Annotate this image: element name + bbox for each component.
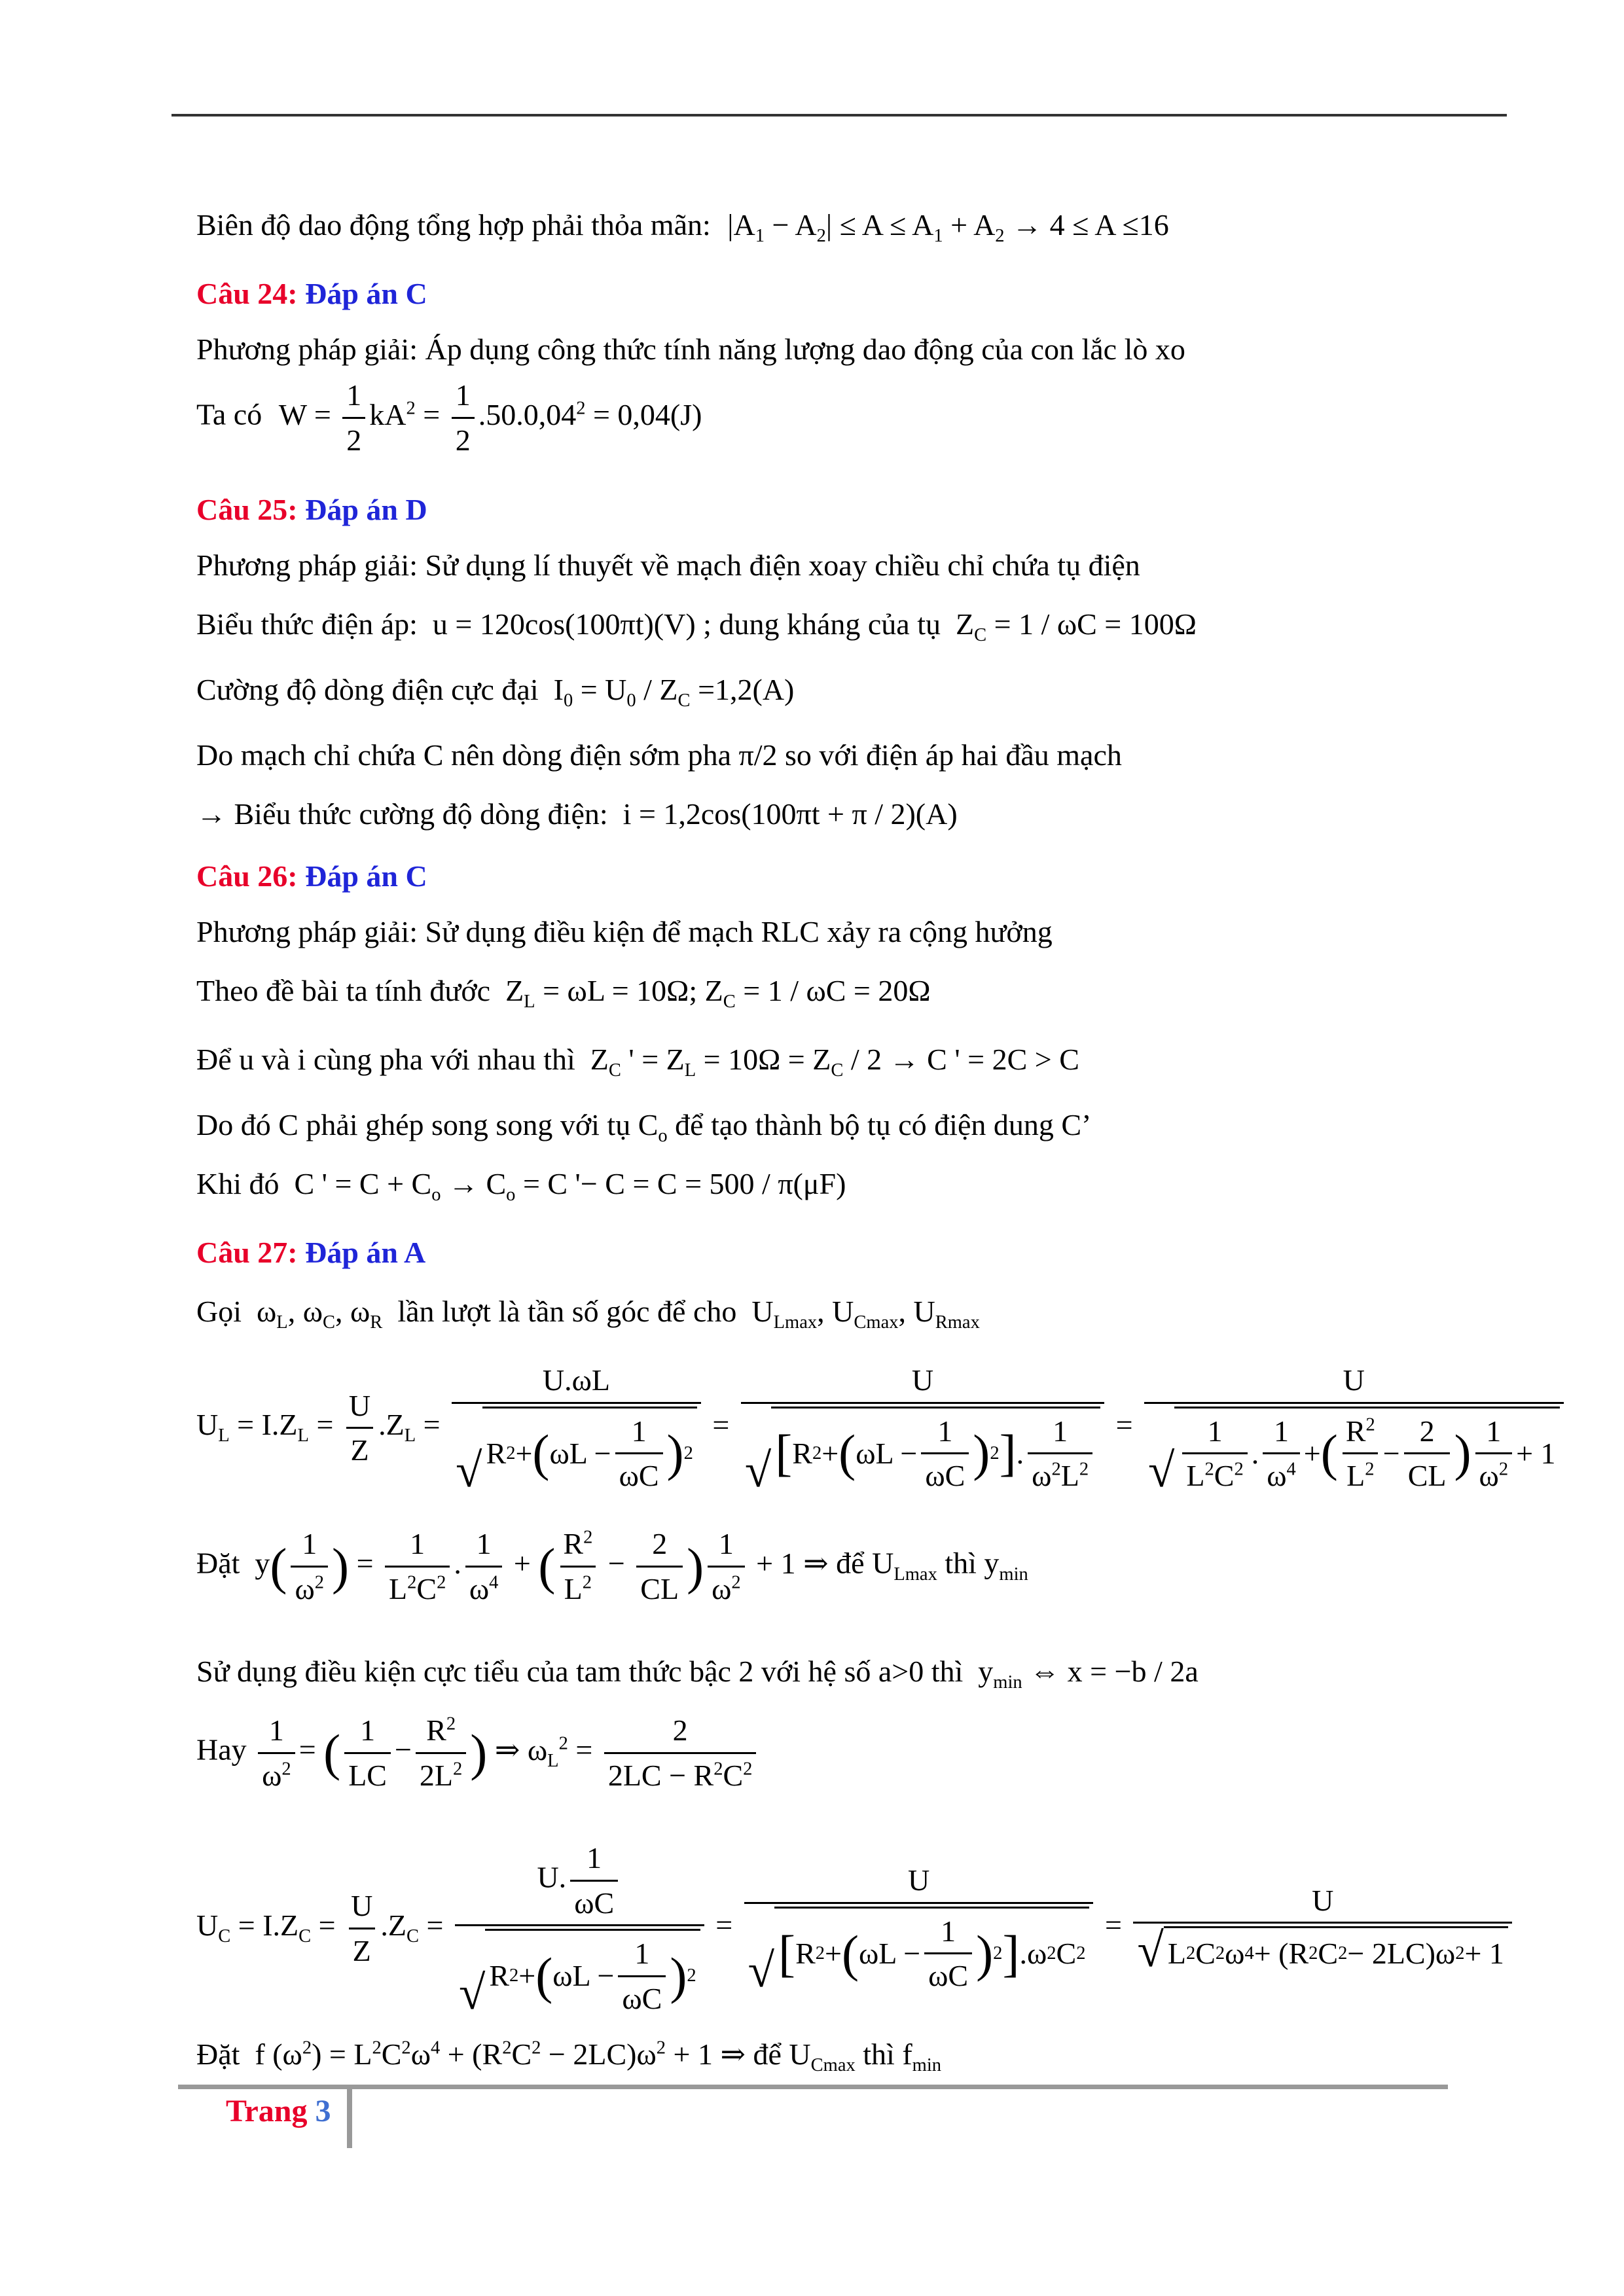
formula-amplitude-range: $|A_1 - A_2| \le A \le A_1 + A_2 \to 4 \le A \le 16$: [727, 208, 1169, 247]
q26-resonance: Để u và i cùng pha với nhau thì $Z_C$ ' = $Z_L = 10\Omega = Z_C / 2 \to C$ ' = 2C > C: [196, 1043, 1079, 1081]
q27-min-condition: Sử dụng điều kiện cực tiểu của tam thức bậc 2 với hệ số a>0 thì $y_{min}$ ⇔ x = −b / 2a: [196, 1655, 1199, 1693]
line-amplitude-condition: Biên độ dao động tổng hợp phải thỏa mãn: $|A_1 - A_2| \le A \le A_1 + A_2 \to 4 \le A \le 16$: [196, 208, 1169, 247]
footer-rule: [178, 2085, 1448, 2089]
q26-result: Khi đó C ' = $C + C_o \to C_o = C$ '− C = C = 500 / π(μF): [196, 1167, 846, 1206]
q26-method: Phương pháp giải: Sử dụng điều kiện để mạch RLC xảy ra cộng hưởng: [196, 915, 1053, 948]
header-rule: [171, 114, 1507, 117]
footer-separator: [347, 2088, 352, 2148]
q27-UL-formula: $U_L = I.Z_L$ = $\frac{U}{Z}$ $.Z_L$ = U.ωL √ R 2 + ( ωL − $\frac{1}{\omega C}$ ) 2 = U √ [ R 2 + ( ωL − $\frac{1}{\omega C}$ ) 2 ] . $\frac{1}{\omega^2L^2}$ = U √ $\frac{1}{L^2C^2}$ . $\frac{1}{\omega^4}$ + ( $\frac{R^2}{L^2}$ − $\frac{2}{CL}$ ) $\frac{1}{\omega^2}$ + 1: [196, 1361, 1568, 1495]
q24-calculation: Ta có W = $\frac{1}{2}$ $kA^2$ = $\frac{1}{2}$ $.50.0,04^2 = 0,04(J)$: [196, 376, 702, 459]
q27-omega-L: Hay $\frac{1}{\omega^2}$ = ( $\frac{1}{LC}$ − $\frac{R^2}{2L^2}$ ) ⇒ $\omega_L^2$ = $\frac{2}{2LC - R^2C^2}$: [196, 1712, 760, 1794]
question-27-heading: Câu 27: Đáp án A: [196, 1236, 426, 1269]
q26-parallel: Do đó C phải ghép song song với tụ $C_o$ để tạo thành bộ tụ có điện dung C’: [196, 1108, 1092, 1147]
question-24-heading: Câu 24: Đáp án C: [196, 277, 427, 310]
q25-current-expression: → Biểu thức cường độ dòng điện: i = 1,2cos(100πt + π / 2)(A): [196, 797, 958, 831]
q25-voltage: Biểu thức điện áp: u = 120cos(100πt)(V) ; dung kháng của tụ $Z_C = 1 / \omega C = 100\Omega$: [196, 607, 1197, 646]
q27-define-y: Đặt y( $\frac{1}{\omega^2}$ ) = $\frac{1}{L^2C^2}$ . $\frac{1}{\omega^4}$ + ( $\frac{R^2}{L^2}$ − $\frac{2}{CL}$ ) $\frac{1}{\omega^2}$ + 1 ⇒ để $U_{Lmax}$ thì $y_{min}$: [196, 1525, 1028, 1607]
question-25-heading: Câu 25: Đáp án D: [196, 493, 427, 526]
q24-method: Phương pháp giải: Áp dụng công thức tính năng lượng dao động của con lắc lò xo: [196, 332, 1185, 366]
q25-phase: Do mạch chỉ chứa C nên dòng điện sớm pha π/2 so với điện áp hai đầu mạch: [196, 738, 1122, 772]
q27-define-f: Đặt f $(\omega^2) = L^2C^2\omega^4 + (R^2C^2 - 2LC)\omega^2 + 1$ ⇒ để $U_{Cmax}$ thì $f_{min}$: [196, 2037, 942, 2076]
q25-method: Phương pháp giải: Sử dụng lí thuyết về mạch điện xoay chiều chỉ chứa tụ điện: [196, 548, 1140, 582]
q25-current-max: Cường độ dòng điện cực đại $I_0 = U_0 / Z_C =1,2(A)$: [196, 673, 795, 711]
q27-UC-formula: $U_C = I.Z_C$ = $\frac{U}{Z}$ $.Z_C$ = U. $\frac{1}{\omega C}$ √ R 2 + ( ωL − $\frac{1}{\omega C}$ ) 2 = U √ [ R 2 + ( ωL − $\frac{1}{\omega C}$ ) 2 ] .ω 2 C 2 = U √ L 2 C 2 ω 4 + (R 2 C 2 − 2LC)ω 2 + 1: [196, 1839, 1516, 2017]
q26-reactances: Theo đề bài ta tính đước $Z_L = \omega L = 10\Omega$; $Z_C = 1 / \omega C = 20\Omega$: [196, 974, 931, 1013]
question-26-heading: Câu 26: Đáp án C: [196, 859, 427, 893]
q27-definitions: Gọi $\omega_L$, $\omega_C$, $\omega_R$ lần lượt là tần số góc để cho $U_{Lmax}$, $U_{Cmax}$, $U_{Rmax}$: [196, 1295, 980, 1333]
page-number: Trang 3: [226, 2094, 331, 2128]
